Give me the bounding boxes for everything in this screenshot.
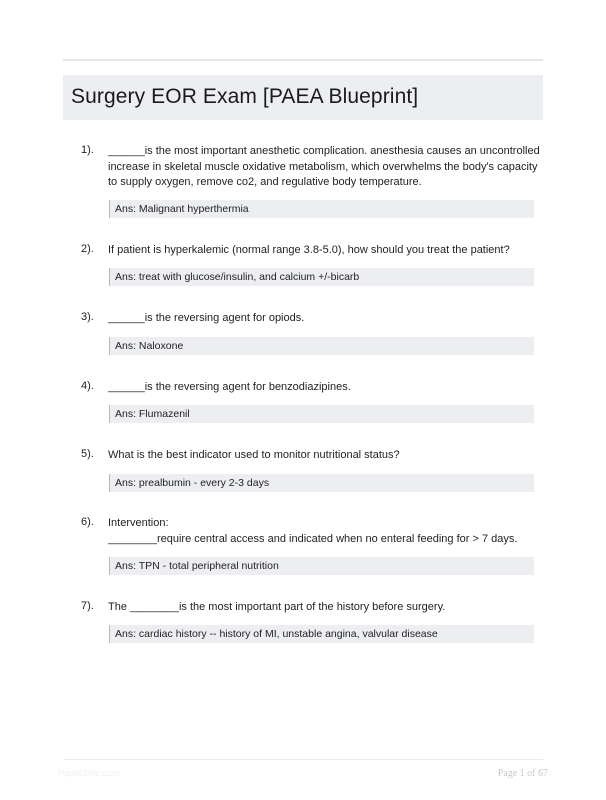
- question-number: 3).: [81, 311, 94, 323]
- answer-text: Ans: Flumazenil: [115, 408, 190, 420]
- answer-box: [109, 557, 534, 575]
- answer-box: [109, 625, 534, 643]
- question-number: 2).: [81, 243, 94, 255]
- answer-text: Ans: Malignant hyperthermia: [115, 203, 249, 215]
- page-number: Page 1 of 67: [497, 768, 548, 779]
- answer-box: [109, 474, 534, 492]
- question-text: ______is the reversing agent for benzodiazipines.: [108, 381, 351, 393]
- footer-divider: [63, 759, 543, 760]
- question-number: 7).: [81, 600, 94, 612]
- question-text: What is the best indicator used to monitor nutritional status?: [108, 449, 400, 461]
- answer-box: [109, 337, 534, 355]
- answer-box: [109, 200, 534, 218]
- question-text: ______is the reversing agent for opiods.: [108, 312, 305, 324]
- question-number: 6).: [81, 516, 94, 528]
- question-number: 4).: [81, 380, 94, 392]
- question-text: If patient is hyperkalemic (normal range 3.8-5.0), how should you treat the patient?: [108, 244, 510, 256]
- answer-box: [109, 268, 534, 286]
- question-number: 5).: [81, 448, 94, 460]
- question-number: 1).: [81, 144, 94, 156]
- page-title: Surgery EOR Exam [PAEA Blueprint]: [71, 85, 419, 108]
- question-text: Intervention: ________require central access and indicated when no enteral feeding for > 7 days.: [108, 517, 518, 545]
- footer-watermark: PaperStric.com: [58, 768, 120, 778]
- answer-box: [109, 405, 534, 423]
- answer-text: Ans: Naloxone: [115, 340, 184, 352]
- answer-text: Ans: treat with glucose/insulin, and calcium +/-bicarb: [115, 271, 360, 283]
- question-text: The ________is the most important part of the history before surgery.: [108, 601, 446, 613]
- question-text: ______is the most important anesthetic complication. anesthesia causes an uncontrolled increase in skeletal muscle oxidative metabolism, which overwhelms the body's capacity to supply oxygen, remove co2, and regulative body temperature.: [108, 145, 540, 188]
- answer-text: Ans: cardiac history -- history of MI, unstable angina, valvular disease: [115, 628, 438, 640]
- top-divider: [63, 59, 543, 61]
- title-banner: [63, 75, 543, 120]
- answer-text: Ans: prealbumin - every 2-3 days: [115, 477, 270, 489]
- answer-text: Ans: TPN - total peripheral nutrition: [115, 560, 279, 572]
